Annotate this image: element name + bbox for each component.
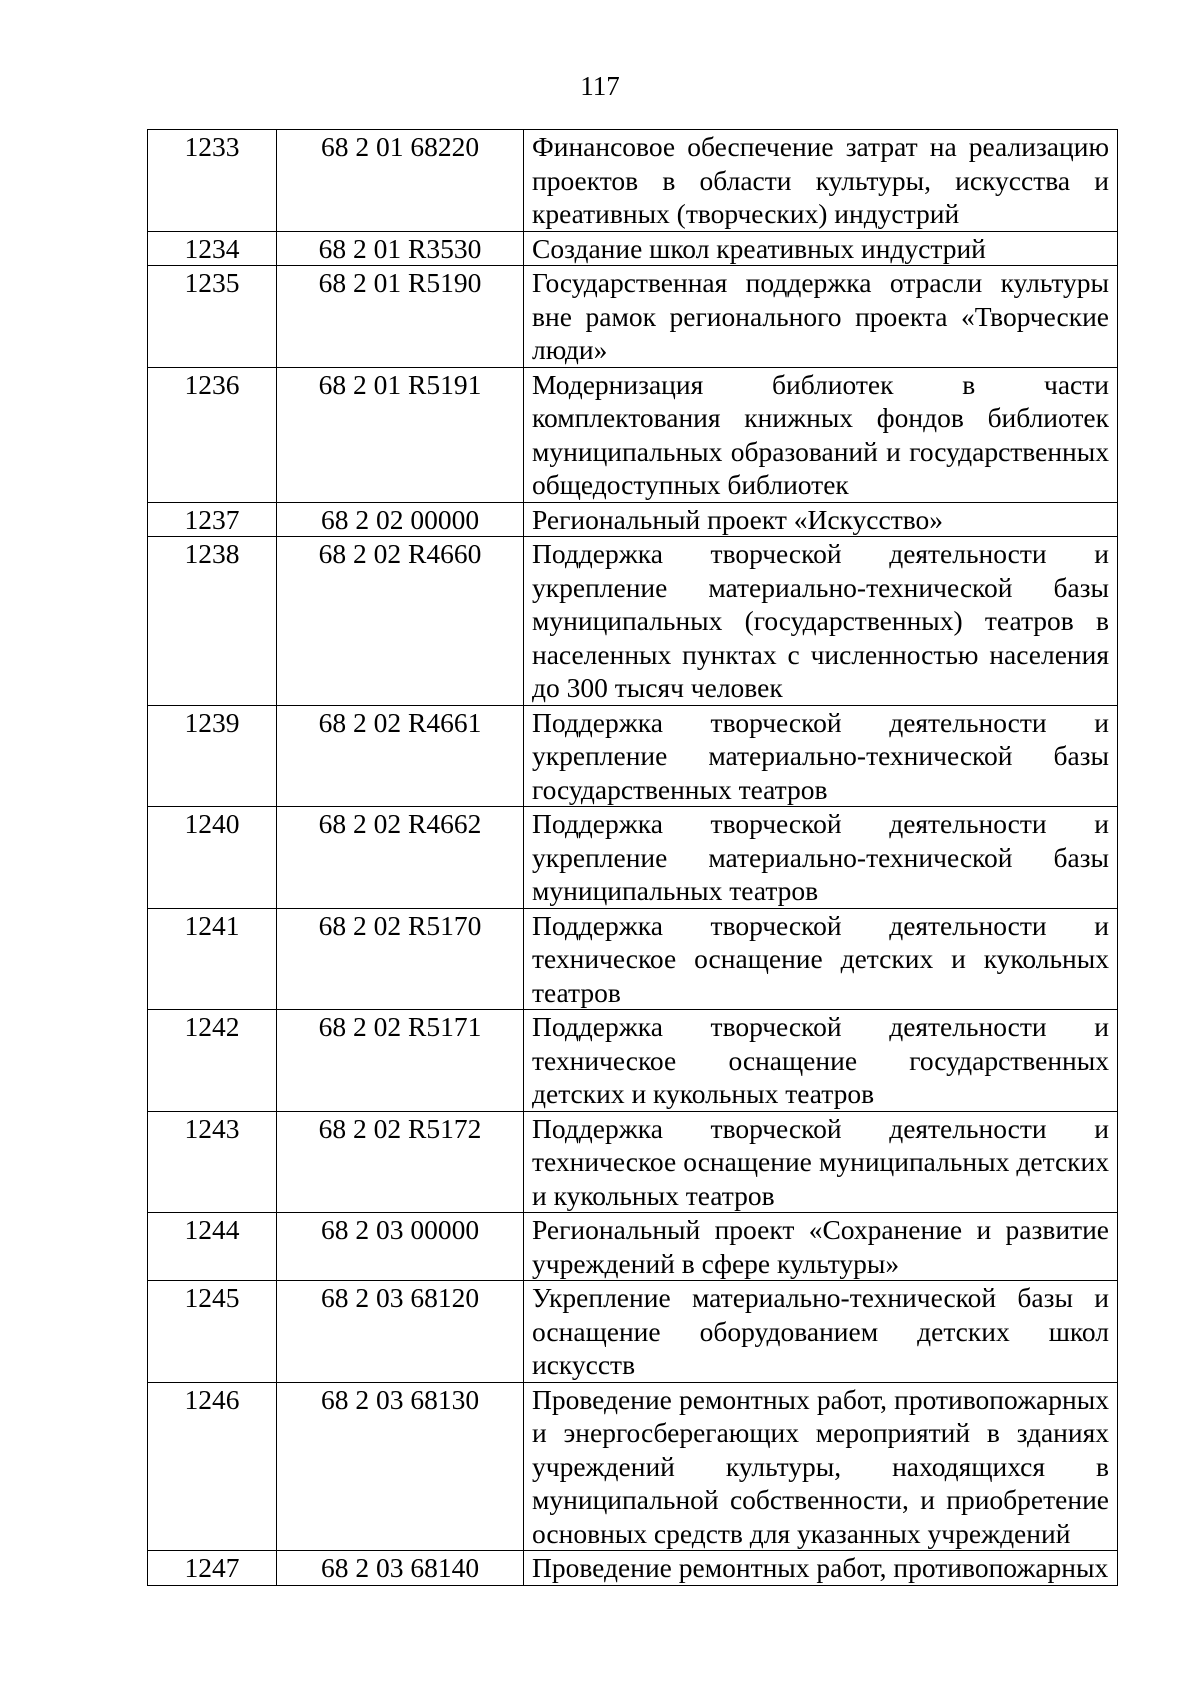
row-number: 1246 [148,1382,277,1551]
table-row [148,266,1118,368]
row-code: 68 2 02 R4660 [277,537,524,706]
table-row [148,807,1118,909]
row-code: 68 2 01 R5190 [277,266,524,368]
row-description: Региональный проект «Искусство» [524,502,1118,537]
table-row [148,502,1118,537]
row-number: 1241 [148,908,277,1010]
row-description: Модернизация библиотек в части комплектования книжных фондов библиотек муниципальных образований и государственных общедоступных библиотек [524,367,1118,502]
row-code: 68 2 03 00000 [277,1213,524,1281]
page-number: 117 [580,71,620,101]
row-number: 1240 [148,807,277,909]
row-number: 1243 [148,1111,277,1213]
row-number: 1247 [148,1551,277,1586]
table-row [148,537,1118,706]
row-code: 68 2 03 68140 [277,1551,524,1586]
row-description: Поддержка творческой деятельности и укрепление материально-технической базы муниципальных (государственных) театров в населенных пунктах с численностью населения до 300 тысяч человек [524,537,1118,706]
table-row [148,1281,1118,1383]
row-number: 1245 [148,1281,277,1383]
row-description: Укрепление материально-технической базы и оснащение оборудованием детских школ искусств [524,1281,1118,1383]
row-code: 68 2 01 R3530 [277,231,524,266]
table-row [148,367,1118,502]
table-row [148,1111,1118,1213]
table-row [148,1010,1118,1112]
row-code: 68 2 02 R4662 [277,807,524,909]
row-number: 1237 [148,502,277,537]
row-description: Проведение ремонтных работ, противопожарных [524,1551,1118,1586]
row-number: 1244 [148,1213,277,1281]
row-number: 1238 [148,537,277,706]
row-number: 1242 [148,1010,277,1112]
row-description: Создание школ креативных индустрий [524,231,1118,266]
table-row [148,130,1118,232]
table-row [148,705,1118,807]
row-description: Поддержка творческой деятельности и техническое оснащение муниципальных детских и кукольных театров [524,1111,1118,1213]
row-code: 68 2 02 00000 [277,502,524,537]
row-code: 68 2 03 68120 [277,1281,524,1383]
row-description: Финансовое обеспечение затрат на реализацию проектов в области культуры, искусства и креативных (творческих) индустрий [524,130,1118,232]
row-code: 68 2 02 R5172 [277,1111,524,1213]
table-row [148,231,1118,266]
row-description: Проведение ремонтных работ, противопожарных и энергосберегающих мероприятий в зданиях учреждений культуры, находящихся в муниципальной собственности, и приобретение основных средств для указанных учреждений [524,1382,1118,1551]
table-row [148,1213,1118,1281]
row-code: 68 2 01 R5191 [277,367,524,502]
row-description: Поддержка творческой деятельности и укрепление материально-технической базы муниципальных театров [524,807,1118,909]
row-number: 1234 [148,231,277,266]
budget-code-table [147,129,1118,1586]
row-description: Региональный проект «Сохранение и развитие учреждений в сфере культуры» [524,1213,1118,1281]
row-code: 68 2 02 R5170 [277,908,524,1010]
row-code: 68 2 02 R5171 [277,1010,524,1112]
row-description: Поддержка творческой деятельности и укрепление материально-технической базы государственных театров [524,705,1118,807]
table-row [148,908,1118,1010]
row-code: 68 2 01 68220 [277,130,524,232]
table-row [148,1551,1118,1586]
row-code: 68 2 02 R4661 [277,705,524,807]
row-description: Поддержка творческой деятельности и техническое оснащение детских и кукольных театров [524,908,1118,1010]
row-description: Поддержка творческой деятельности и техническое оснащение государственных детских и кукольных театров [524,1010,1118,1112]
row-number: 1233 [148,130,277,232]
row-description: Государственная поддержка отрасли культуры вне рамок регионального проекта «Творческие люди» [524,266,1118,368]
row-number: 1235 [148,266,277,368]
row-code: 68 2 03 68130 [277,1382,524,1551]
row-number: 1236 [148,367,277,502]
table-row [148,1382,1118,1551]
row-number: 1239 [148,705,277,807]
